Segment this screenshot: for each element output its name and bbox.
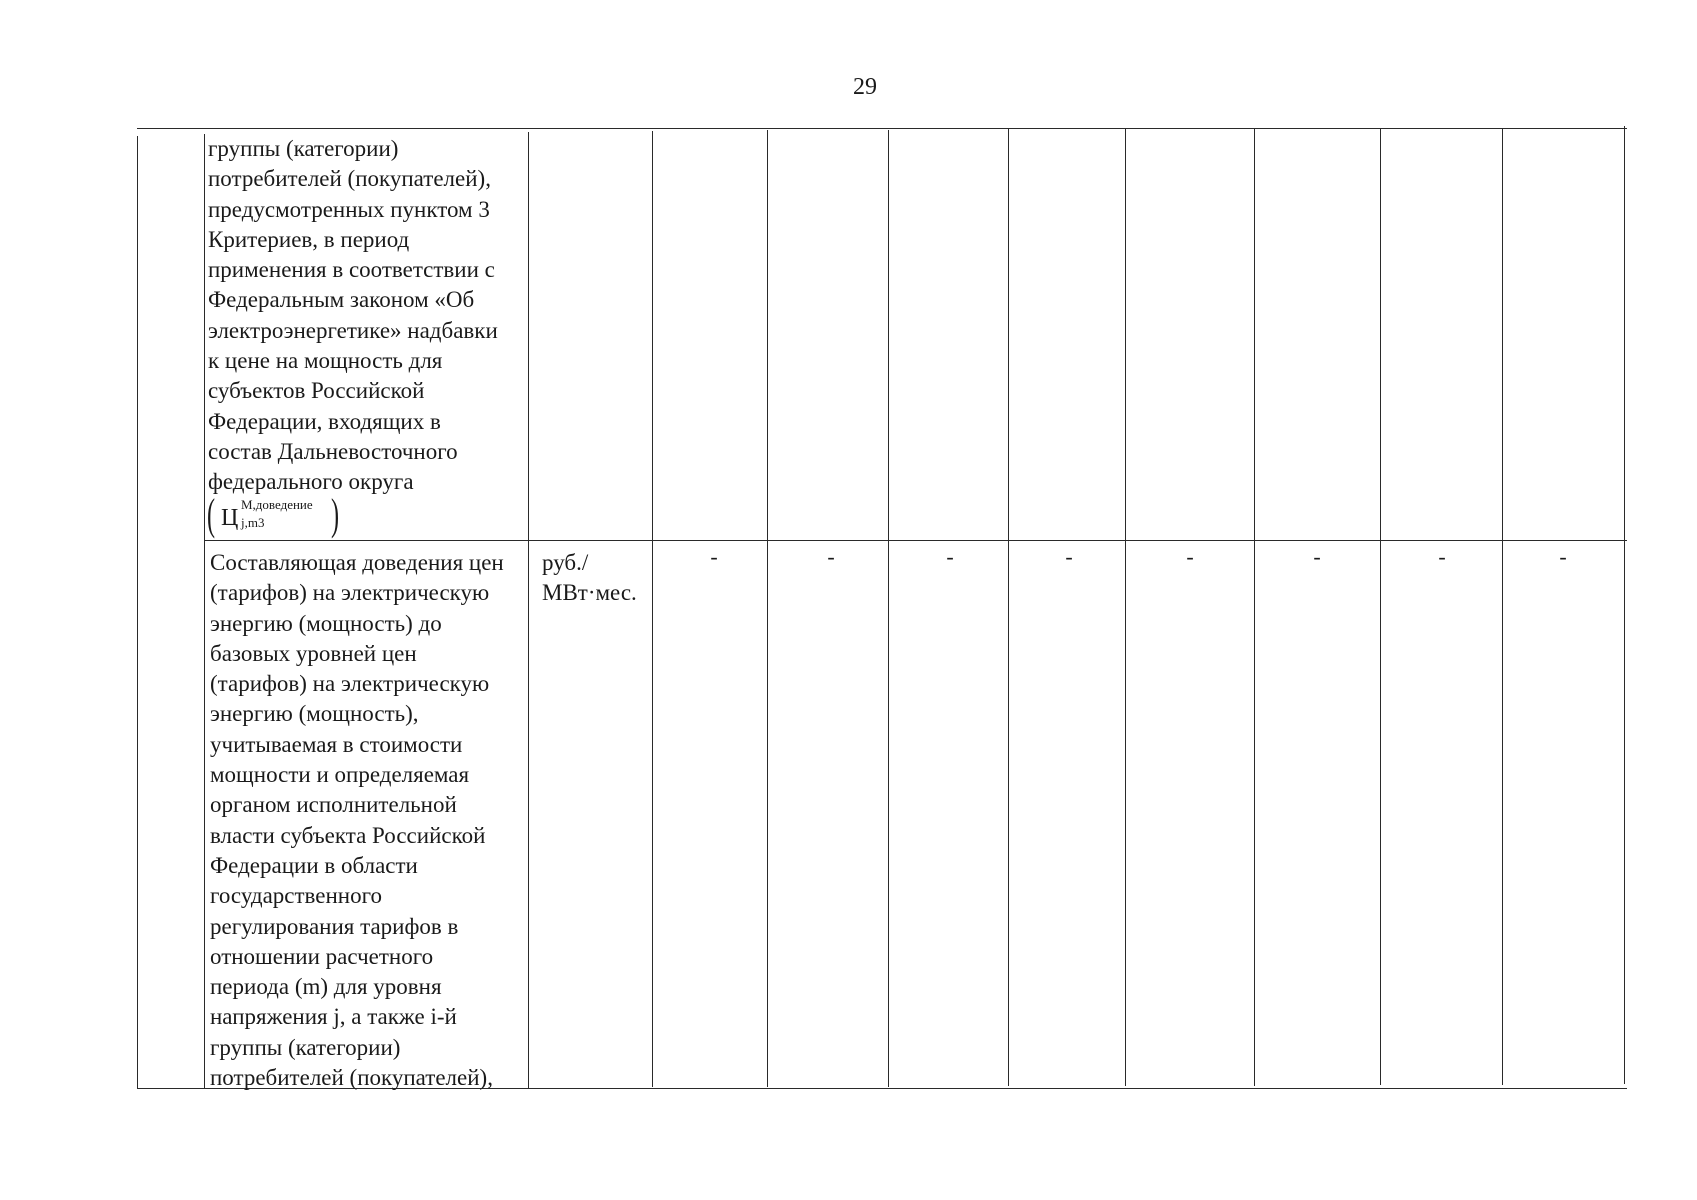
unit-line: руб./ [542,550,589,575]
column-line-value [767,130,768,1087]
column-line-number [137,136,138,1089]
text-line: предусмотренных пунктом 3 [208,196,490,222]
text-line: отношении расчетного [210,943,434,969]
formula-symbol [207,490,347,540]
text-line: учитываемая в стоимости [210,731,463,757]
column-line-value [1008,129,1009,1086]
right-parenthesis: ) [331,490,340,539]
text-line: потребителей (покупателей), [208,166,491,192]
formula-base: Ц [221,505,239,531]
row1-description [208,134,498,498]
text-line: Федерации, входящих в [208,408,441,434]
text-line: федерального округа [208,469,414,495]
text-line: государственного [210,883,382,909]
column-line-value [1502,128,1503,1085]
value-cell: - [827,544,835,569]
value-cell: - [1065,544,1073,569]
column-line-description [204,134,205,1089]
text-line: базовых уровней цен [210,640,417,666]
text-line: Федерации в области [210,852,418,878]
row2-unit [542,548,637,609]
text-line: электроэнергетике» надбавки [208,317,498,343]
column-line-value [1254,128,1255,1086]
text-line: энергию (мощность) до [210,610,442,636]
table-right-border [1624,126,1625,1084]
page-number: 29 [853,74,877,100]
text-line: энергию (мощность), [210,701,419,727]
text-line: мощности и определяемая [210,762,470,788]
text-line: регулирования тарифов в [210,913,459,939]
text-line: Составляющая доведения цен [210,550,504,575]
text-line: Критериев, в период [208,226,410,252]
text-line: Федеральным законом «Об [208,287,475,313]
table-top-border [137,128,1627,129]
unit-line: МВт·мес. [542,580,637,606]
text-line: группы (категории) [210,1034,401,1060]
row2-description [210,548,504,1093]
text-line: (тарифов) на электрическую [210,671,490,697]
value-cell: - [946,544,954,569]
text-line: к цене на мощность для [208,348,443,374]
column-line-value [888,130,889,1087]
formula-superscript: М,доведение [241,497,313,512]
column-line-unit [528,132,529,1088]
text-line: субъектов Российской [208,378,425,404]
text-line: группы (категории) [208,136,399,161]
value-cell: - [1438,544,1446,569]
column-line-value [1125,129,1126,1086]
text-line: периода (m) для уровня [210,974,442,1000]
row-divider [205,540,1627,541]
text-line: (тарифов) на электрическую [210,580,490,606]
text-line: применения в соответствии с [208,257,495,283]
text-line: состав Дальневосточного [208,438,458,464]
value-cell: - [1313,544,1321,569]
text-line: органом исполнительной [210,792,457,818]
column-line-value [652,131,653,1087]
text-line: напряжения j, а также i-й [210,1004,457,1030]
formula-subscript: j,m3 [241,515,265,530]
column-line-value [1380,128,1381,1085]
text-line: потребителей (покупателей), [210,1065,493,1091]
value-cell: - [1186,544,1194,569]
value-cell: - [1559,544,1567,569]
left-parenthesis: ( [207,490,216,539]
text-line: власти субъекта Российской [210,822,486,848]
value-cell: - [710,544,718,569]
